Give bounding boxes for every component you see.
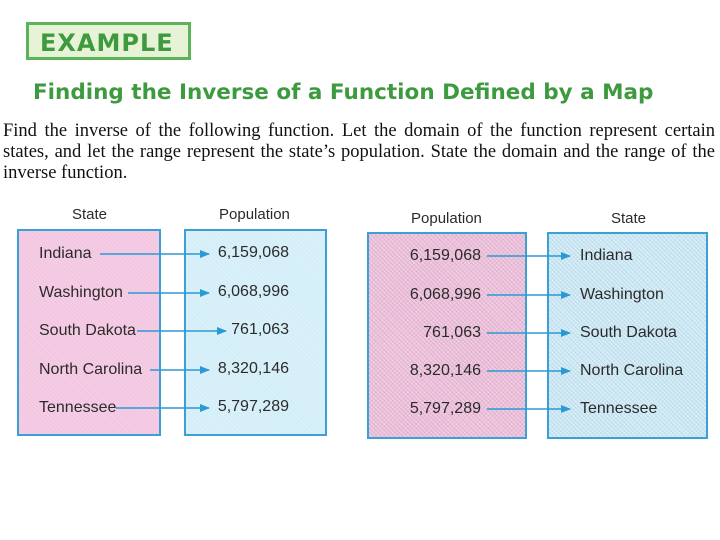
inverse-population-item: 5,797,289 <box>409 400 481 417</box>
inverse-state-item: Indiana <box>580 247 633 264</box>
inverse-population-item: 8,320,146 <box>409 362 481 379</box>
inverse-population-item: 6,159,068 <box>409 247 481 264</box>
original-population-item: 8,320,146 <box>217 360 289 377</box>
original-population-item: 5,797,289 <box>217 398 289 415</box>
original-population-item: 761,063 <box>231 321 289 338</box>
original-domain-header: State <box>72 206 108 223</box>
problem-statement: Find the inverse of the following function. Let the domain of the function represent certain states, and let the range represent the state’s population. State the domain and the range of the inverse function. <box>3 121 715 183</box>
original-state-item: North Carolina <box>39 361 143 378</box>
inverse-population-item: 761,063 <box>423 324 481 341</box>
inverse-state-item: South Dakota <box>580 324 677 341</box>
original-state-item: Tennessee <box>39 399 117 416</box>
example-badge-label: EXAMPLE <box>40 29 174 57</box>
original-range-header: Population <box>219 206 290 223</box>
original-state-item: Washington <box>39 284 123 301</box>
inverse-state-item: North Carolina <box>580 362 684 379</box>
inverse-domain-header: Population <box>411 210 482 227</box>
original-state-item: South Dakota <box>39 322 136 339</box>
inverse-state-item: Tennessee <box>580 400 658 417</box>
inverse-population-item: 6,068,996 <box>409 286 481 303</box>
original-population-item: 6,068,996 <box>217 283 289 300</box>
original-population-item: 6,159,068 <box>217 244 289 261</box>
example-heading: Finding the Inverse of a Function Defined by a Map <box>33 80 654 105</box>
inverse-state-item: Washington <box>580 286 664 303</box>
original-state-item: Indiana <box>39 245 92 262</box>
inverse-range-header: State <box>611 210 647 227</box>
